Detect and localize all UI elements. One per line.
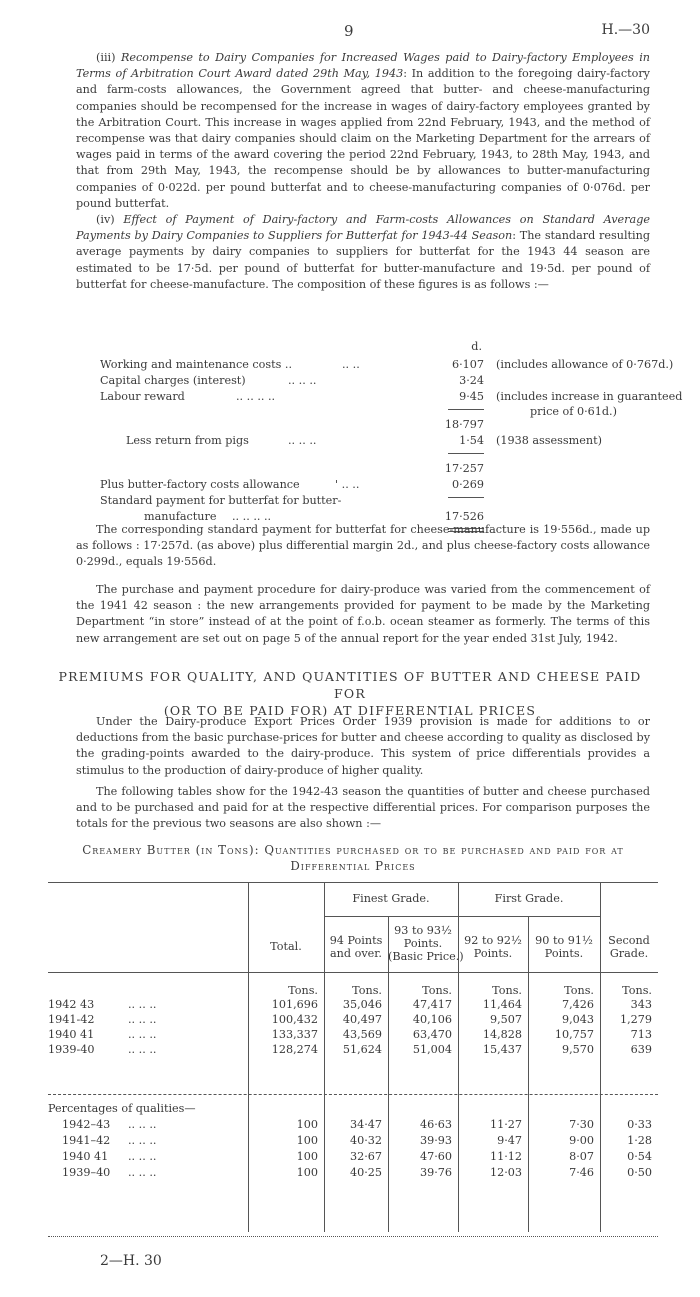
first-92-cell: 11,464 [482, 998, 522, 1011]
standard-payment-label: Standard payment for butterfat for butter- [100, 494, 342, 507]
paragraph-tables-intro: The following tables show for the 1942-43 season the quantities of butter and cheese purchased and to be purchased and paid for at the respective differential prices. For comparison purposes the totals for the previous two seasons are also shown :— [76, 785, 650, 831]
total-cell: 100 [296, 1118, 318, 1131]
leader-dots: .. .. .. [128, 1043, 157, 1056]
second-grade-cell: 0·54 [627, 1150, 652, 1163]
leader-dots: .. .. .. .. [232, 510, 272, 523]
working-costs-value: 6·107 [451, 358, 484, 371]
unit-cell: Tons. [492, 984, 522, 997]
header-93-points: (Basic Price.) [388, 950, 464, 963]
season-label: 1940 41 [48, 1028, 95, 1041]
second-grade-cell: 713 [630, 1028, 652, 1041]
unit-cell: Tons. [422, 984, 452, 997]
season-label: 1940 41 [62, 1150, 109, 1163]
factory-allowance-label: Plus butter-factory costs allowance [100, 478, 300, 491]
finest-93-cell: 40,106 [412, 1013, 452, 1026]
total-cell: 128,274 [271, 1043, 318, 1056]
percentages-label: Percentages of qualities— [48, 1102, 196, 1115]
table-rule [48, 972, 658, 973]
total-cell: 100,432 [271, 1013, 318, 1026]
header-90-points: Points. [544, 947, 584, 960]
total-cell: 100 [296, 1150, 318, 1163]
finest-94-cell: 35,046 [342, 998, 382, 1011]
header-second-grade: Second [608, 934, 650, 947]
header-92-points: Points. [473, 947, 513, 960]
total-cell: 101,696 [271, 998, 318, 1011]
table-title-line: Creamery Butter (in Tons): Quantities purchased or to be purchased and paid for at [82, 843, 624, 857]
paragraph-purchase-procedure: The purchase and payment procedure for dairy-produce was varied from the commencement of the 1941 42 season : the new arrangements provided for payment to be made by the Marketing Department “in store” instead of at the point of f.o.b. ocean steamer as formerly. The terms of this new arrangement are set out on page 5 of the annual report for the year ended 31st July, 1942. [76, 583, 650, 645]
total-cell: 100 [296, 1166, 318, 1179]
season-label: 1939-40 [48, 1043, 95, 1056]
paragraph-cheese-payment: The corresponding standard payment for butterfat for cheese-manufacture is 19·556d., made up as follows : 17·257d. (as above) plus differential margin 2d., and plus cheese-factory costs allowance 0·299d., equals 19·556d. [76, 523, 650, 569]
first-90-cell: 9·00 [569, 1134, 594, 1147]
second-grade-cell: 0·50 [627, 1166, 652, 1179]
paragraph-title: Recompense to Dairy Companies for Increased Wages paid to Dairy-factory Employees in Terms of Arbitration Court Award dated 29th May, 1943 [76, 51, 650, 81]
finest-93-cell: 39·76 [419, 1166, 452, 1179]
second-grade-cell: 639 [630, 1043, 652, 1056]
pigs-return-label: Less return from pigs [126, 434, 249, 447]
second-grade-cell: 1,279 [619, 1013, 652, 1026]
header-92-points: 92 to 92½ [464, 934, 522, 947]
first-90-cell: 9,570 [561, 1043, 594, 1056]
header-total: Total. [270, 940, 302, 953]
first-90-cell: 10,757 [554, 1028, 594, 1041]
unit-label: d. [471, 340, 482, 353]
finest-93-cell: 63,470 [412, 1028, 452, 1041]
leader-dots: .. .. .. [128, 998, 157, 1011]
butter-quantities-table [48, 874, 658, 1244]
header-94-points: 94 Points [329, 934, 383, 947]
paragraph-lead: (iv) [96, 213, 124, 226]
capital-charges-label: Capital charges (interest) [100, 374, 246, 387]
labour-reward-note: price of 0·61d.) [530, 405, 617, 418]
season-label: 1939–40 [62, 1166, 111, 1179]
finest-94-cell: 51,624 [342, 1043, 382, 1056]
finest-93-cell: 46·63 [419, 1118, 452, 1131]
labour-reward-label: Labour reward [100, 390, 185, 403]
sum-rule [448, 497, 484, 498]
finest-93-cell: 51,004 [412, 1043, 452, 1056]
first-90-cell: 7·30 [569, 1118, 594, 1131]
unit-cell: Tons. [564, 984, 594, 997]
table-title [48, 842, 658, 874]
finest-93-cell: 39·93 [419, 1134, 452, 1147]
sum-rule [448, 409, 484, 410]
total-cell: 133,337 [271, 1028, 318, 1041]
season-label: 1942–43 [62, 1118, 111, 1131]
table-rule [48, 882, 658, 883]
section-heading-line: (OR TO BE PAID FOR) AT DIFFERENTIAL PRICES [163, 703, 537, 718]
finest-94-cell: 32·67 [349, 1150, 382, 1163]
leader-dots: .. .. .. [128, 1028, 157, 1041]
leader-dots: .. .. .. [128, 1118, 157, 1131]
first-92-cell: 11·27 [489, 1118, 522, 1131]
first-90-cell: 9,043 [561, 1013, 594, 1026]
second-grade-cell: 0·33 [627, 1118, 652, 1131]
season-label: 1941-42 [48, 1013, 95, 1026]
section-heading [40, 668, 660, 719]
finest-94-cell: 40·25 [349, 1166, 382, 1179]
first-92-cell: 11·12 [489, 1150, 522, 1163]
working-costs-label: Working and maintenance costs .. [100, 358, 293, 371]
table-rule [48, 1236, 658, 1237]
header-90-points: 90 to 91½ [535, 934, 593, 947]
table-rule [324, 916, 600, 917]
working-costs-note: (includes allowance of 0·767d.) [496, 358, 674, 371]
section-heading-line: PREMIUMS FOR QUALITY, AND QUANTITIES OF BUTTER AND CHEESE PAID FOR [58, 669, 642, 701]
labour-reward-value: 9·45 [459, 390, 484, 403]
leader-dots: .. .. .. [128, 1150, 157, 1163]
finest-94-cell: 43,569 [342, 1028, 382, 1041]
unit-cell: Tons. [622, 984, 652, 997]
header-second-grade: Grade. [609, 947, 649, 960]
paragraph-body: : The standard resulting average payments by dairy companies to suppliers for butterfat for the 1943 44 season are estimated to be 17·5d. per pound of butterfat for butter-manufacture and 19·5d. per pound of butterfat for cheese-manufacture. The composition of these figures is as follows :— [76, 229, 650, 291]
first-90-cell: 7,426 [561, 998, 594, 1011]
paragraph-body: : In addition to the foregoing dairy-factory and farm-costs allowances, the Government agreed that butter- and cheese-manufacturing companies should be recompensed for the increase in wages of dairy-factory employees granted by the Arbitration Court. This increase in wages applied from 22nd February, 1943, and the method of recompense was that dairy companies should claim on the Marketing Department for the arrears of wages paid in terms of the award covering the period 22nd February, 1943, to 28th May, 1943, and that from 29th May, 1943, the recompense should be by allowances to butter-manufacturing companies of 0·022d. per pound butterfat and to cheese-manufacturing companies of 0·076d. per pound butterfat. [76, 67, 651, 210]
first-92-cell: 15,437 [482, 1043, 522, 1056]
finest-93-cell: 47·60 [419, 1150, 452, 1163]
factory-allowance-value: 0·269 [451, 478, 484, 491]
standard-payment-label: manufacture [144, 510, 217, 523]
season-label: 1942 43 [48, 998, 95, 1011]
header-93-points: 93 to 93½ [394, 924, 452, 937]
first-92-cell: 9·47 [497, 1134, 522, 1147]
paragraph-iv [76, 212, 650, 293]
second-grade-cell: 343 [630, 998, 652, 1011]
page-number: 9 [344, 22, 354, 40]
leader-dots: .. .. .. [288, 374, 317, 387]
first-92-cell: 9,507 [489, 1013, 522, 1026]
total-cell: 100 [296, 1134, 318, 1147]
header-93-points: Points. [403, 937, 443, 950]
leader-dots: ' .. .. [335, 478, 360, 491]
leader-dots: .. .. .. [128, 1166, 157, 1179]
page-header [0, 22, 700, 42]
labour-reward-note: (includes increase in guaranteed [496, 390, 683, 403]
finest-94-cell: 34·47 [349, 1118, 382, 1131]
table-title-line: Differential Prices [290, 859, 416, 873]
paragraph-iii [76, 50, 650, 212]
leader-dots: .. .. .. [128, 1134, 157, 1147]
sum-rule [448, 453, 484, 454]
paragraph-prices-order: Under the Dairy-produce Export Prices Order 1939 provision is made for additions to or deductions from the basic purchase-prices for butter and cheese according to quality as disclosed by the grading-points awarded to the dairy-produce. This system of price differentials provides a stimulus to the production of dairy-produce of higher quality. [76, 715, 651, 777]
subtotal-value: 18·797 [444, 418, 484, 431]
document-reference: H.—30 [601, 22, 650, 38]
paragraph-title: Effect of Payment of Dairy-factory and Farm-costs Allowances on Standard Average Payments by Dairy Companies to Suppliers for Butterfat for 1943-44 Season [76, 213, 650, 243]
season-label: 1941–42 [62, 1134, 111, 1147]
finest-94-cell: 40·32 [349, 1134, 382, 1147]
leader-dots: .. .. .. .. [236, 390, 276, 403]
leader-dots: .. .. .. [128, 1013, 157, 1026]
first-92-cell: 12·03 [489, 1166, 522, 1179]
leader-dots: .. .. [342, 358, 360, 371]
page-footer: 2—H. 30 [100, 1253, 162, 1269]
header-first-grade: First Grade. [494, 892, 564, 905]
header-94-points: and over. [330, 947, 382, 960]
unit-cell: Tons. [352, 984, 382, 997]
pigs-return-value: 1·54 [459, 434, 484, 447]
finest-93-cell: 47,417 [412, 998, 452, 1011]
column-rule [528, 916, 529, 1232]
unit-cell: Tons. [288, 984, 318, 997]
first-90-cell: 8·07 [569, 1150, 594, 1163]
table-rule [48, 1094, 658, 1095]
pigs-return-note: (1938 assessment) [496, 434, 602, 447]
finest-94-cell: 40,497 [342, 1013, 382, 1026]
capital-charges-value: 3·24 [459, 374, 484, 387]
standard-payment-value: 17·526 [444, 510, 484, 523]
header-finest-grade: Finest Grade. [352, 892, 430, 905]
column-rule [388, 916, 389, 1232]
paragraph-lead: (iii) [96, 51, 121, 64]
first-90-cell: 7·46 [569, 1166, 594, 1179]
leader-dots: .. .. .. [288, 434, 317, 447]
first-92-cell: 14,828 [482, 1028, 522, 1041]
column-rule [248, 882, 249, 1232]
subtotal-value: 17·257 [444, 462, 484, 475]
second-grade-cell: 1·28 [627, 1134, 652, 1147]
